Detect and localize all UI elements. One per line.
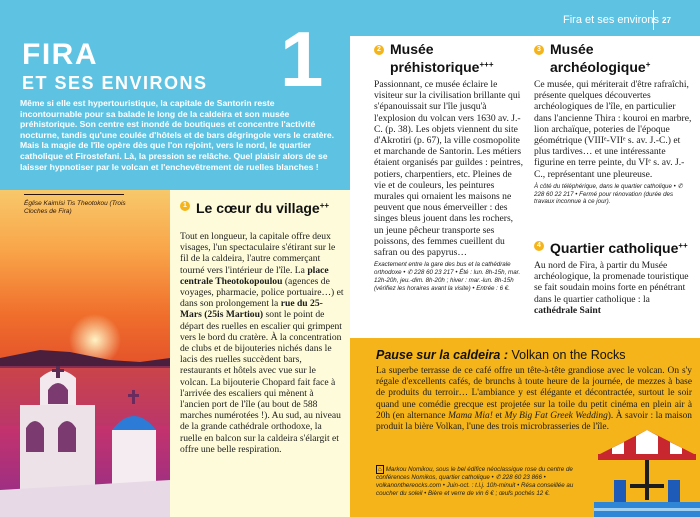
section-quartier-catholique [534,238,694,316]
section-title [390,42,524,75]
section-title-text: Musée préhistorique [390,41,480,75]
location-icon: ⌂ [378,466,382,473]
header-divider [653,10,654,30]
place-name: place centrale Theotokopoulou [180,264,329,287]
practical-info-text: Markou Nomikou, sous le bel édifice néoclassique rose du centre de conférences Nomikos, quartier catholique • ✆ 228 60 23 866 • volkanonthereocks.com • Juin-oct. : t.l.j. 10h-minuit • Résa conseillée au coucher du soleil • Bière et verre de vin 6 € ; œufs pochés 12 €. [376,466,574,497]
rating-stars: ++ [319,201,330,210]
terrace-umbrella-illustration [594,424,700,517]
section-body: Passionnant, ce musée éclaire le visiteur sur la civilisation brillante qui s'épanouissait sur l'île jusqu'à l'explosion du volcan vers 1630 av. J.-C. (p. 38). Les objets viennent du site d'Akrotiri (p. 67), la ville cosmopolite et marchande de Santorin. Les métiers étaient organisés par guildes : peintres, potiers, charpentiers, etc. Pleines de vie et de couleurs, les peintures murales qui ornaient les maisons ne peuvent que nous émerveiller : des singes bleus jouent dans les rochers, un jeune pêcheur transporte ses poissons, des femmes cueillent du safran ou des papyrus… [374,79,524,259]
sunset-bell-tower-photo [0,190,170,517]
caption-rule [24,194,124,195]
chapter-header [0,0,350,190]
section-title [550,42,694,75]
body-text: et [492,410,505,421]
practical-info: À côté du téléphérique, dans le quartier catholique • ✆ 228 60 22 217 • Fermé pour rénovation (durée des travaux inconnue à ce jour). [534,182,683,206]
body-text: La superbe terrasse de ce café offre un tête-à-tête grandiose avec le volcan. On s'y régale d'excellents cafés, de brunchs à toute heure de la journée, de mezzes à base de produits du terroir… L'ambiance y est élégante et décontractée, surtout le soir quand une comédie grecque est projetée sur la toile du petit cinéma en plein air à 20h (en alternance [376,366,692,421]
section-number-badge: 4 [534,241,544,251]
chapter-intro: Même si elle est hypertouristique, la capitale de Santorin reste incontournable pour sa balade le long de la caldeira et son musée préhistorique. Son centre est inondé de boutiques et concentre l'activité nocturne, tandis qu'une coulée d'hôtels et de bars dégringole vers le cratère. Mais la magie de l'île opère dès que l'on rejoint, vers le nord, le quartier catholique et Firostefani. Là, la pression se relâche. Quel plaisir alors de se laisser hypnotiser par le volcan et l'enchevêtrement de ruelles blanches ! [20,98,335,172]
section-heading [180,198,345,216]
place-name: cathédrale Saint [534,304,601,316]
rating-stars: + [645,60,651,69]
box-title-kicker: Pause sur la caldeira : [376,348,509,362]
section-musee-archeologique [534,42,694,206]
caldeira-pause-box [350,338,700,517]
chapter-number: 1 [280,15,324,103]
section-title [550,238,688,256]
section-body: Ce musée, qui mériterait d'être rafraîchi, présente quelques découvertes archéologiques de l'île, en particulier dans l'ancienne Thira : kouroi en marbre, lion archaïque, poteries de l'époque géométrique (VIIIᵉ-VIIᵉ s. av. J.-C.) et plus tardives… et une intéressante figurine en terre peinte, du VIᵉ s. av. J.-C., représentant une pleureuse. [534,79,692,180]
section-title [196,198,329,216]
section-musee-prehistorique [374,42,524,292]
chapter-title-line2: ET SES ENVIRONS [22,73,208,93]
body-text: Au nord de Fira, à partir du Musée archéologique, la promenade touristique se fait soudain moins forte en pénétrant dans le quartier catholique : la [534,260,689,305]
section-heading [534,42,694,75]
section-body [534,260,694,316]
chapter-title [22,40,208,92]
body-text: Tout en longueur, la capitale offre deux visages, l'un spectaculaire s'étirant sur le fil de la caldeira, l'autre commerçant tourné vers l'intérieur de l'île. La [180,231,336,276]
practical-info [376,466,581,498]
section-heading [374,42,524,75]
section-heading [534,238,694,256]
film-title: My Big Fat Greek Wedding [504,410,608,421]
box-title [376,348,625,362]
section-body [180,231,344,455]
section-title-text: Quartier catholique [550,240,679,256]
section-coeur-du-village [170,190,350,517]
section-number-badge: 1 [180,201,190,211]
film-title: Mama Mia! [448,410,493,421]
practical-info: Exactement entre la gare des bus et la cathédrale orthodoxe • ✆ 228 60 23 217 • Été : lun. 8h-15h, mar. 12h-20h, jeu.-dim. 8h-20h ; hiver : mar.-lun. 8h-15h (vérifiez les horaires avant la visite) • Entrée : 6 €. [374,261,521,292]
section-number-badge: 2 [374,45,384,55]
running-header-title: Fira et ses environs [563,14,659,26]
box-title-venue: Volkan on the Rocks [508,348,626,362]
body-text: ). À savoir : la maison produit la bière Volkan, l'une des trois microbrasseries de l'île. [376,410,692,433]
street-name: rue du 25-Mars (25is Martiou) [180,298,323,321]
photo-caption: Église Kaimísi Tis Theotokou (Trois Cloches de Fira) [24,200,126,215]
chapter-title-line1: FIRA [22,38,98,71]
section-title-text: Le cœur du village [196,200,320,216]
section-title-text: Musée archéologique [550,41,646,75]
body-text: sont le point de départ des ruelles en escalier qui grimpent vers le bord du cratère. À la concentration de clubs et de bijouteries nichés dans le lacis des ruelles succèdent bars, restaurants et hôtels avec vue sur le volcan. La bijouterie Chopard fait face à l'arrivée des escaliers qui mènent à l'ancien port de l'île (au bout de 588 marches numérotées !). Au sud, au niveau de la grande cathédrale orthodoxe, la ruelle en balcon sur la caldeira s'élargit et offre une belle respiration. [180,309,342,455]
section-number-badge: 3 [534,45,544,55]
body-text: (agences de voyages, pharmacie, police portuaire…) et dans son prolongement la [180,275,344,310]
page-number: 27 [662,16,671,25]
rating-stars: +++ [479,60,494,69]
rating-stars: ++ [678,241,688,250]
